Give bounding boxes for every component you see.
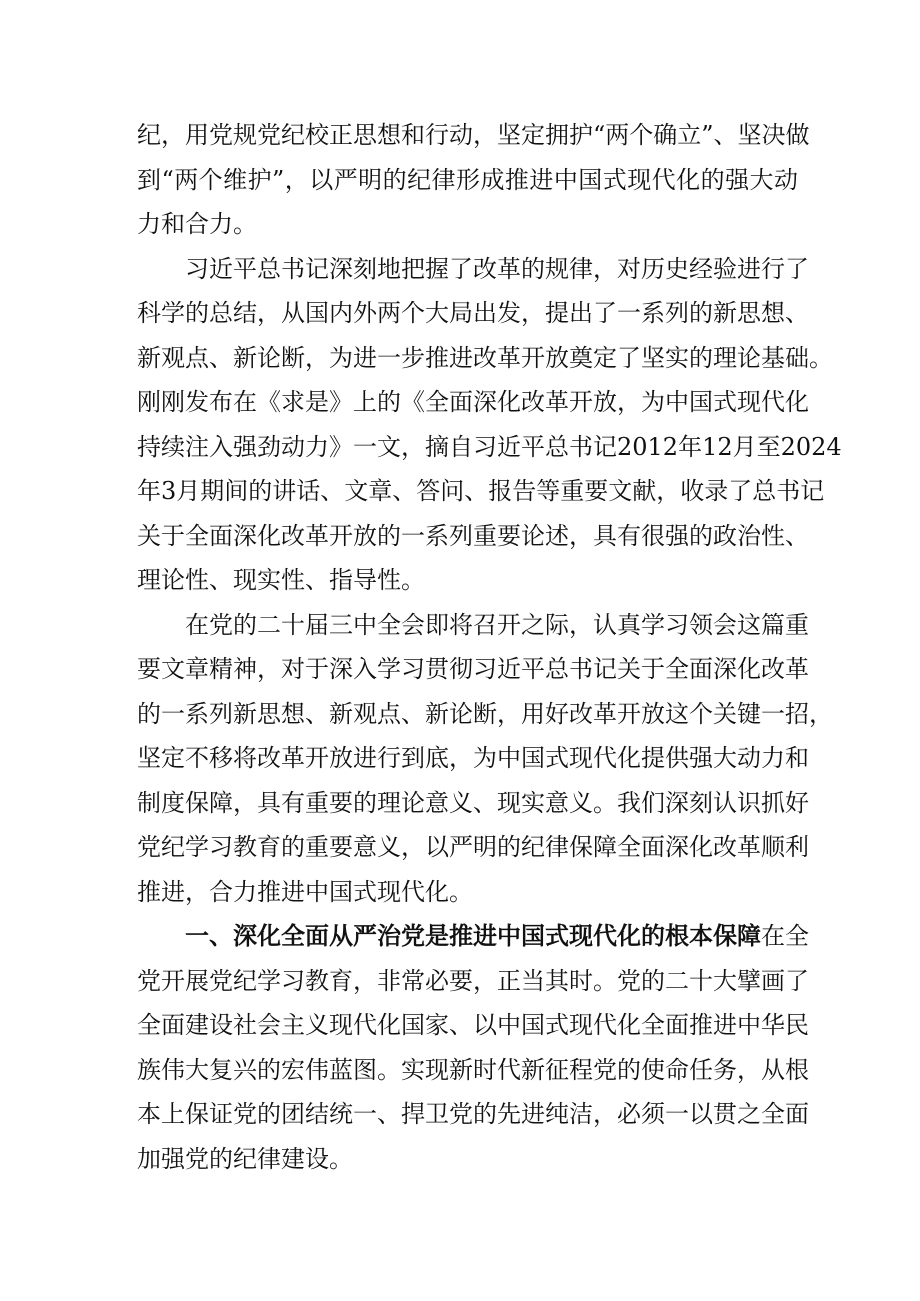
text-line: 坚定不移将改革开放进行到底，为中国式现代化提供强大动力和	[137, 744, 809, 772]
section-heading: 一、深化全面从严治党是推进中国式现代化的根本保障	[185, 922, 761, 950]
text-line: 关于全面深化改革开放的一系列重要论述，具有很强的政治性、	[137, 521, 809, 550]
section-heading-line	[137, 914, 809, 959]
text-line: 本上保证党的团结统一、捍卫党的先进纯洁，必须一以贯之全面	[137, 1100, 809, 1128]
text-line: 推进，合力推进中国式现代化。	[137, 877, 473, 906]
text-line: 党纪学习教育的重要意义，以严明的纪律保障全面深化改革顺利	[137, 833, 809, 861]
text-line: 全面建设社会主义现代化国家、以中国式现代化全面推进中华民	[137, 1011, 809, 1039]
text-line: 持续注入强劲动力》一文，摘自习近平总书记2012年12月至2024	[137, 432, 842, 461]
document-page	[137, 113, 842, 1181]
text-line: 加强党的纪律建设。	[137, 1144, 353, 1173]
text-line: 科学的总结，从国内外两个大局出发，提出了一系列的新思想、	[137, 299, 809, 327]
text-line: 习近平总书记深刻地把握了改革的规律，对历史经验进行了	[185, 254, 809, 283]
text-line: 力和合力。	[137, 210, 257, 238]
text-line: 党开展党纪学习教育，非常必要，正当其时。党的二十大擘画了	[137, 966, 809, 995]
text-line: 新观点、新论断，为进一步推进改革开放奠定了坚实的理论基础。	[137, 343, 833, 372]
text-line: 的一系列新思想、新观点、新论断，用好改革开放这个关键一招，	[137, 699, 833, 728]
paragraph-2	[137, 247, 842, 603]
paragraph-3	[137, 603, 833, 915]
text-line: 在党的二十届三中全会即将召开之际，认真学习领会这篇重	[185, 610, 809, 639]
text-line: 纪，用党规党纪校正思想和行动，坚定拥护“两个确立”、坚决做	[137, 121, 810, 149]
heading-line-rest: 在全	[761, 922, 809, 950]
text-line: 制度保障，具有重要的理论意义、现实意义。我们深刻认识抓好	[137, 788, 809, 817]
paragraph-4	[137, 914, 809, 1181]
text-line: 族伟大复兴的宏伟蓝图。实现新时代新征程党的使命任务，从根	[137, 1055, 809, 1084]
paragraph-1	[137, 113, 810, 247]
text-line: 到“两个维护”，以严明的纪律形成推进中国式现代化的强大动	[137, 165, 798, 194]
text-line: 年3月期间的讲话、文章、答问、报告等重要文献，收录了总书记	[137, 477, 825, 505]
text-line: 刚刚发布在《求是》上的《全面深化改革开放，为中国式现代化	[137, 388, 809, 416]
text-line: 要文章精神，对于深入学习贯彻习近平总书记关于全面深化改革	[137, 655, 809, 683]
text-line: 理论性、现实性、指导性。	[137, 566, 425, 594]
